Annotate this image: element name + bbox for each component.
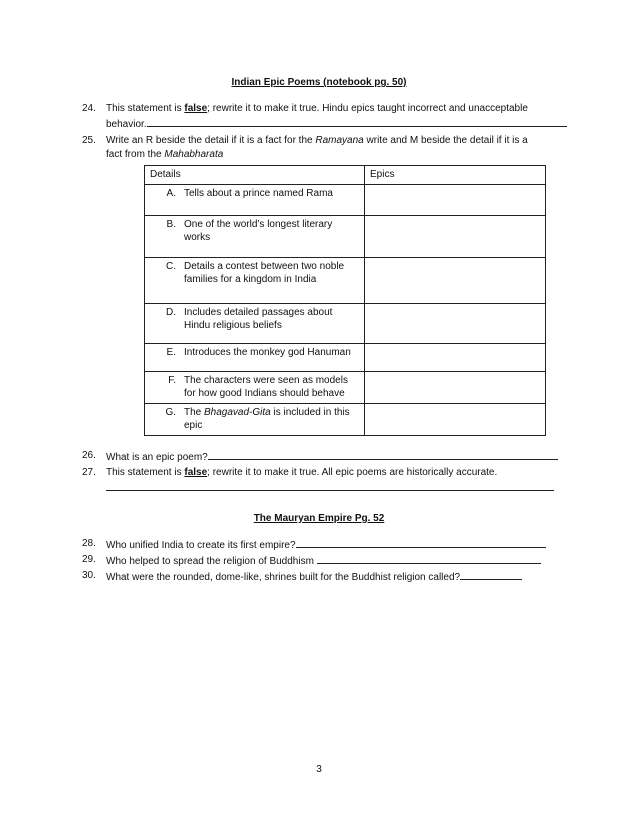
row-detail: One of the world’s longest literary works: [184, 218, 333, 243]
table-row: [145, 215, 546, 257]
table-header-epics: Epics: [365, 166, 546, 185]
table-header-details: Details: [145, 166, 365, 185]
answer-line[interactable]: [106, 480, 554, 491]
answer-line[interactable]: [296, 537, 546, 548]
row-letter: F.: [168, 374, 176, 386]
page-number: 3: [316, 764, 322, 775]
row-letter: A.: [166, 187, 176, 199]
question-24: [82, 102, 572, 130]
question-text: behavior.: [106, 118, 147, 130]
epic-answer-cell[interactable]: [365, 343, 546, 371]
question-number: 27.: [82, 467, 96, 478]
epic-text-name: Bhagavad-Gita: [204, 406, 271, 418]
question-number: 25.: [82, 135, 96, 146]
question-text: ; rewrite it to make it true. All epic poems are historically accurate.: [207, 467, 498, 478]
table-row: [145, 343, 546, 371]
question-number: 30.: [82, 570, 96, 581]
section-title-mauryan-empire: The Mauryan Empire Pg. 52: [253, 513, 385, 524]
question-text: Who unified India to create its first empire?: [106, 540, 296, 551]
question-text: Write an R beside the detail if it is a fact for the: [106, 135, 316, 146]
row-letter: C.: [166, 260, 176, 272]
question-text: ; rewrite it to make it true. Hindu epics taught incorrect and unacceptable: [207, 103, 528, 114]
epic-name: Ramayana: [315, 135, 364, 146]
row-detail: Details a contest between two noble families for a kingdom in India: [184, 260, 345, 285]
question-number: 29.: [82, 554, 96, 565]
table-row: [145, 184, 546, 215]
answer-line[interactable]: [317, 553, 541, 564]
answer-line[interactable]: [147, 116, 567, 127]
row-detail: Tells about a prince named Rama: [184, 187, 333, 199]
section-title-epic-poems: Indian Epic Poems (notebook pg. 50): [231, 77, 407, 88]
epic-answer-cell[interactable]: [365, 257, 546, 303]
row-detail: Includes detailed passages about Hindu religious beliefs: [184, 306, 333, 331]
epic-answer-cell[interactable]: [365, 371, 546, 403]
question-29: [82, 553, 572, 567]
question-number: 26.: [82, 450, 96, 461]
question-text: This statement is: [106, 103, 185, 114]
row-letter: D.: [166, 306, 176, 318]
question-text: Who helped to spread the religion of Buddhism: [106, 556, 314, 567]
question-text: This statement is: [106, 467, 185, 478]
table-row: [145, 371, 546, 403]
row-letter: E.: [166, 346, 176, 358]
table-row: [145, 403, 546, 435]
question-number: 28.: [82, 538, 96, 549]
epic-answer-cell[interactable]: [365, 403, 546, 435]
question-text: What is an epic poem?: [106, 452, 208, 463]
question-28: [82, 537, 572, 551]
question-text: fact from the: [106, 148, 165, 160]
keyword-false: false: [184, 103, 208, 114]
row-detail: Introduces the monkey god Hanuman: [184, 346, 351, 358]
epic-answer-cell[interactable]: [365, 215, 546, 257]
answer-line[interactable]: [208, 449, 558, 460]
question-text: write and M beside the detail if it is a: [363, 135, 528, 146]
answer-line[interactable]: [460, 569, 522, 580]
table-row: [145, 303, 546, 343]
question-25: [82, 134, 572, 162]
row-detail: The: [184, 406, 205, 418]
row-letter: B.: [166, 218, 176, 230]
table-row: [145, 257, 546, 303]
question-26: [82, 449, 572, 463]
row-detail: is included in this epic: [184, 406, 350, 431]
epic-name: Mahabharata: [164, 148, 224, 160]
question-27: [82, 466, 572, 496]
question-number: 24.: [82, 103, 96, 114]
row-detail: The characters were seen as models for how good Indians should behave: [184, 374, 348, 399]
question-30: [82, 569, 572, 583]
question-text: What were the rounded, dome-like, shrines built for the Buddhist religion called?: [106, 572, 461, 583]
epic-answer-cell[interactable]: [365, 303, 546, 343]
epic-answer-cell[interactable]: [365, 184, 546, 215]
keyword-false: false: [184, 467, 208, 478]
epics-table: [144, 165, 546, 436]
row-letter: G.: [165, 406, 176, 418]
